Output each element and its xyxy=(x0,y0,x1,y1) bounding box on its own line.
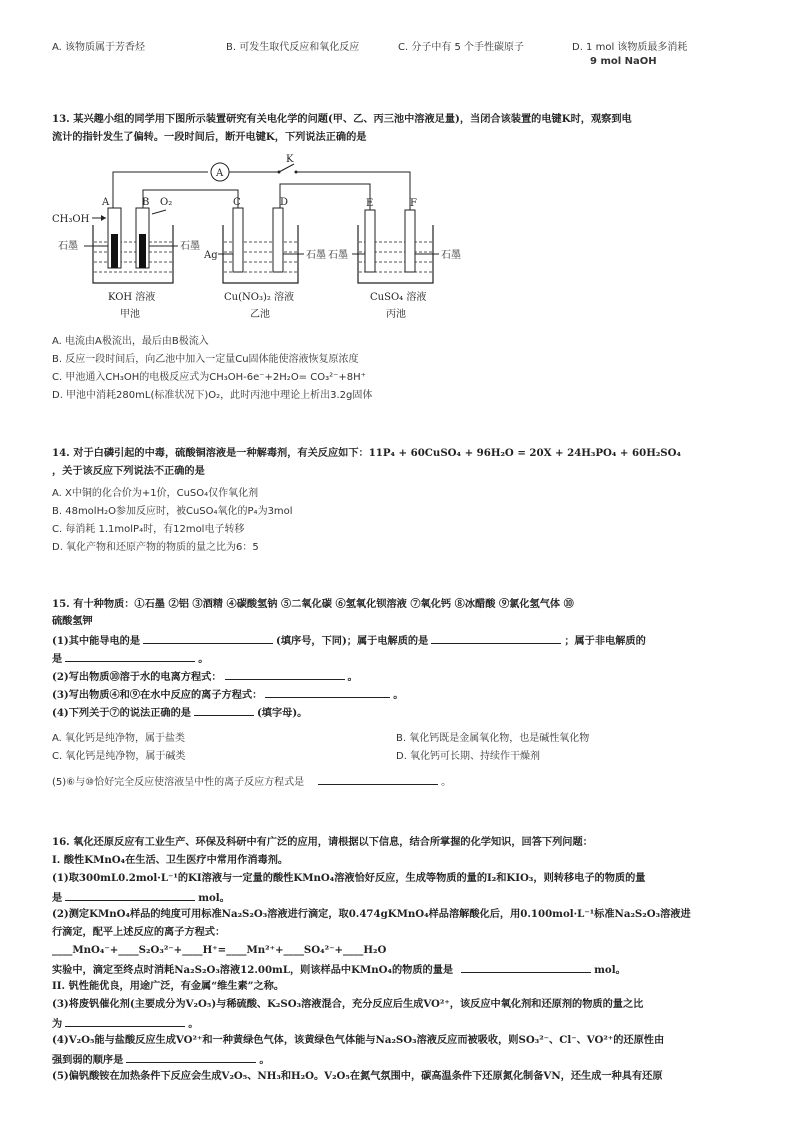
q16-part2-line3: 实验中，滴定至终点时消耗Na₂S₂O₃溶液12.00mL，则该样品中KMnO₄的物质的量是 mol。 xyxy=(52,961,626,977)
q13-option-b: B. 反应一段时间后，向乙池中加入一定量Cu固体能使溶液恢复原浓度 xyxy=(52,354,359,365)
q14-stem-line2: ，关于该反应下列说法不正确的是 xyxy=(52,465,205,477)
svg-text:KOH 溶液: KOH 溶液 xyxy=(108,292,156,303)
svg-text:石墨: 石墨 xyxy=(180,241,200,252)
svg-text:甲池: 甲池 xyxy=(120,309,140,320)
q13-option-d: D. 甲池中消耗280mL(标准状况下)O₂，此时丙池中理论上析出3.2g固体 xyxy=(52,390,373,401)
q15-part3: (3)写出物质④和⑨在水中反应的离子方程式： 。 xyxy=(52,686,403,702)
q15-part5: (5)⑥与⑩恰好完全反应使溶液呈中性的离子反应方程式是 。 xyxy=(52,773,451,790)
svg-text:石墨: 石墨 xyxy=(441,250,461,261)
q14-stem-line1: 14. 对于白磷引起的中毒，硫酸铜溶液是一种解毒剂，有关反应如下：11P₄ + 60CuSO₄ + 96H₂O = 20X + 24H₃PO₄ + 60H₂SO₄ xyxy=(52,447,681,459)
q14-option-d: D. 氧化产物和还原产物的物质的量之比为6：5 xyxy=(52,542,259,553)
q15-answer-blank[interactable] xyxy=(265,686,390,698)
svg-text:CuSO₄ 溶液: CuSO₄ 溶液 xyxy=(370,292,427,303)
q15-part1-cont: 是 。 xyxy=(52,650,208,666)
q16-equation: ____MnO₄⁻+____S₂O₃²⁻+____H⁺=____Mn²⁺+____SO₄²⁻+____H₂O xyxy=(52,944,387,956)
q15-part1: (1)其中能导电的是 (填序号，下同)；属于电解质的是 ；属于非电解质的 xyxy=(52,632,646,648)
q15-answer-blank[interactable] xyxy=(65,650,195,662)
svg-text:A: A xyxy=(216,168,224,179)
q16-part2-line1: (2)测定KMnO₄样品的纯度可用标准Na₂S₂O₃溶液进行滴定，取0.474gKMnO₄样品溶解酸化后，用0.100mol·L⁻¹标准Na₂S₂O₃溶液进 xyxy=(52,908,691,920)
q16-part5-line1: (5)偏钒酸铵在加热条件下反应会生成V₂O₅、NH₃和H₂O。V₂O₅在氮气氛围中，碳高温条件下还原氮化制备VN，还生成一种具有还原 xyxy=(52,1070,663,1082)
q15-answer-blank[interactable] xyxy=(194,704,254,716)
q15-answer-blank[interactable] xyxy=(225,668,345,680)
q16-part3-line2: 为 。 xyxy=(52,1015,198,1031)
q16-part4-line1: (4)V₂O₅能与盐酸反应生成VO²⁺和一种黄绿色气体，该黄绿色气体能与Na₂SO₃溶液反应而被吸收，则SO₃²⁻、Cl⁻、VO²⁺的还原性由 xyxy=(52,1034,665,1046)
q12-option-d: D. 1 mol 该物质最多消耗 xyxy=(572,42,688,53)
electrochemistry-apparatus-diagram xyxy=(48,150,468,330)
q15-option-a: A. 氧化钙是纯净物，属于盐类 xyxy=(52,733,186,744)
q15-option-c: C. 氧化钙是纯净物，属于碱类 xyxy=(52,751,186,762)
q16-part4-line2: 强到弱的顺序是 。 xyxy=(52,1051,270,1067)
q15-part2: (2)写出物质⑩溶于水的电离方程式： 。 xyxy=(52,668,358,684)
q16-part3-line1: (3)将废钒催化剂(主要成分为V₂O₅)与稀硫酸、K₂SO₃溶液混合，充分反应后生成VO²⁺，该反应中氧化剂和还原剂的物质的量之比 xyxy=(52,998,644,1010)
q16-answer-blank[interactable] xyxy=(65,1015,185,1027)
q15-stem-line1: 15. 有十种物质：①石墨 ②铝 ③酒精 ④碳酸氢钠 ⑤二氧化碳 ⑥氢氧化钡溶液 ⑦氧化钙 ⑧冰醋酸 ⑨氯化氢气体 ⑩ xyxy=(52,598,574,610)
q12-option-c: C. 分子中有 5 个手性碳原子 xyxy=(398,42,525,53)
q15-answer-blank[interactable] xyxy=(143,632,273,644)
q14-option-a: A. X中铜的化合价为+1价，CuSO₄仅作氧化剂 xyxy=(52,488,259,499)
svg-text:Ag: Ag xyxy=(204,250,218,261)
q12-option-b: B. 可发生取代反应和氧化反应 xyxy=(226,42,360,53)
q12-option-d-cont: 9 mol NaOH xyxy=(590,56,657,67)
q16-stem: 16. 氧化还原反应有工业生产、环保及科研中有广泛的应用，请根据以下信息，结合所掌握的化学知识，回答下列问题： xyxy=(52,836,593,848)
q13-option-c: C. 甲池通入CH₃OH的电极反应式为CH₃OH-6e⁻+2H₂O= CO₃²⁻+8H⁺ xyxy=(52,372,366,383)
svg-text:乙池: 乙池 xyxy=(250,309,270,320)
q16-section-2: II. 钒性能优良，用途广泛，有金属“维生素”之称。 xyxy=(52,980,285,992)
q16-part2-line2: 行滴定，配平上述反应的离子方程式： xyxy=(52,926,226,938)
q16-section-1: I. 酸性KMnO₄在生活、卫生医疗中常用作消毒剂。 xyxy=(52,854,289,866)
q15-option-b: B. 氧化钙既是金属氧化物，也是碱性氧化物 xyxy=(396,733,590,744)
q16-answer-blank[interactable] xyxy=(126,1051,256,1063)
svg-text:石墨: 石墨 xyxy=(58,241,78,252)
svg-text:E: E xyxy=(366,198,374,209)
q13-stem-line1: 13. 某兴趣小组的同学用下图所示装置研究有关电化学的问题(甲、乙、丙三池中溶液足量)，当闭合该装置的电键K时，观察到电 xyxy=(52,113,632,125)
q16-part1-line1: (1)取300mL0.2mol·L⁻¹的KI溶液与一定量的酸性KMnO₄溶液恰好反应，生成等物质的量的I₂和KIO₃，则转移电子的物质的量 xyxy=(52,872,646,884)
q15-answer-blank[interactable] xyxy=(431,632,561,644)
q16-part1-line2: 是 mol。 xyxy=(52,889,230,905)
svg-text:F: F xyxy=(410,198,417,209)
q15-part4: (4)下列关于⑦的说法正确的是 (填字母)。 xyxy=(52,704,307,720)
svg-text:石墨: 石墨 xyxy=(328,250,348,261)
svg-text:CH₃OH: CH₃OH xyxy=(52,214,90,225)
svg-text:K: K xyxy=(286,154,294,165)
svg-text:A: A xyxy=(102,197,110,208)
svg-text:C: C xyxy=(233,197,241,208)
q12-option-a: A. 该物质属于芳香烃 xyxy=(52,42,146,53)
q15-stem-line2: 硫酸氢钾 xyxy=(52,615,93,627)
svg-text:丙池: 丙池 xyxy=(386,309,406,320)
switch-key-icon xyxy=(279,164,294,172)
q15-answer-blank[interactable] xyxy=(318,773,438,785)
q15-option-d: D. 氧化钙可长期、持续作干燥剂 xyxy=(396,751,541,762)
q14-option-c: C. 每消耗 1.1molP₄时，有12mol电子转移 xyxy=(52,524,245,535)
svg-text:B: B xyxy=(142,197,150,208)
q13-stem-line2: 流计的指针发生了偏转。一段时间后，断开电键K，下列说法正确的是 xyxy=(52,131,367,143)
svg-text:O₂: O₂ xyxy=(160,197,173,208)
svg-text:石墨: 石墨 xyxy=(306,250,326,261)
q16-answer-blank[interactable] xyxy=(65,889,195,901)
q14-option-b: B. 48molH₂O参加反应时，被CuSO₄氧化的P₄为3mol xyxy=(52,506,293,517)
q16-answer-blank[interactable] xyxy=(461,961,591,973)
q13-option-a: A. 电流由A极流出，最后由B极流入 xyxy=(52,336,209,347)
svg-text:D: D xyxy=(280,197,289,208)
svg-text:Cu(NO₃)₂ 溶液: Cu(NO₃)₂ 溶液 xyxy=(224,292,295,303)
